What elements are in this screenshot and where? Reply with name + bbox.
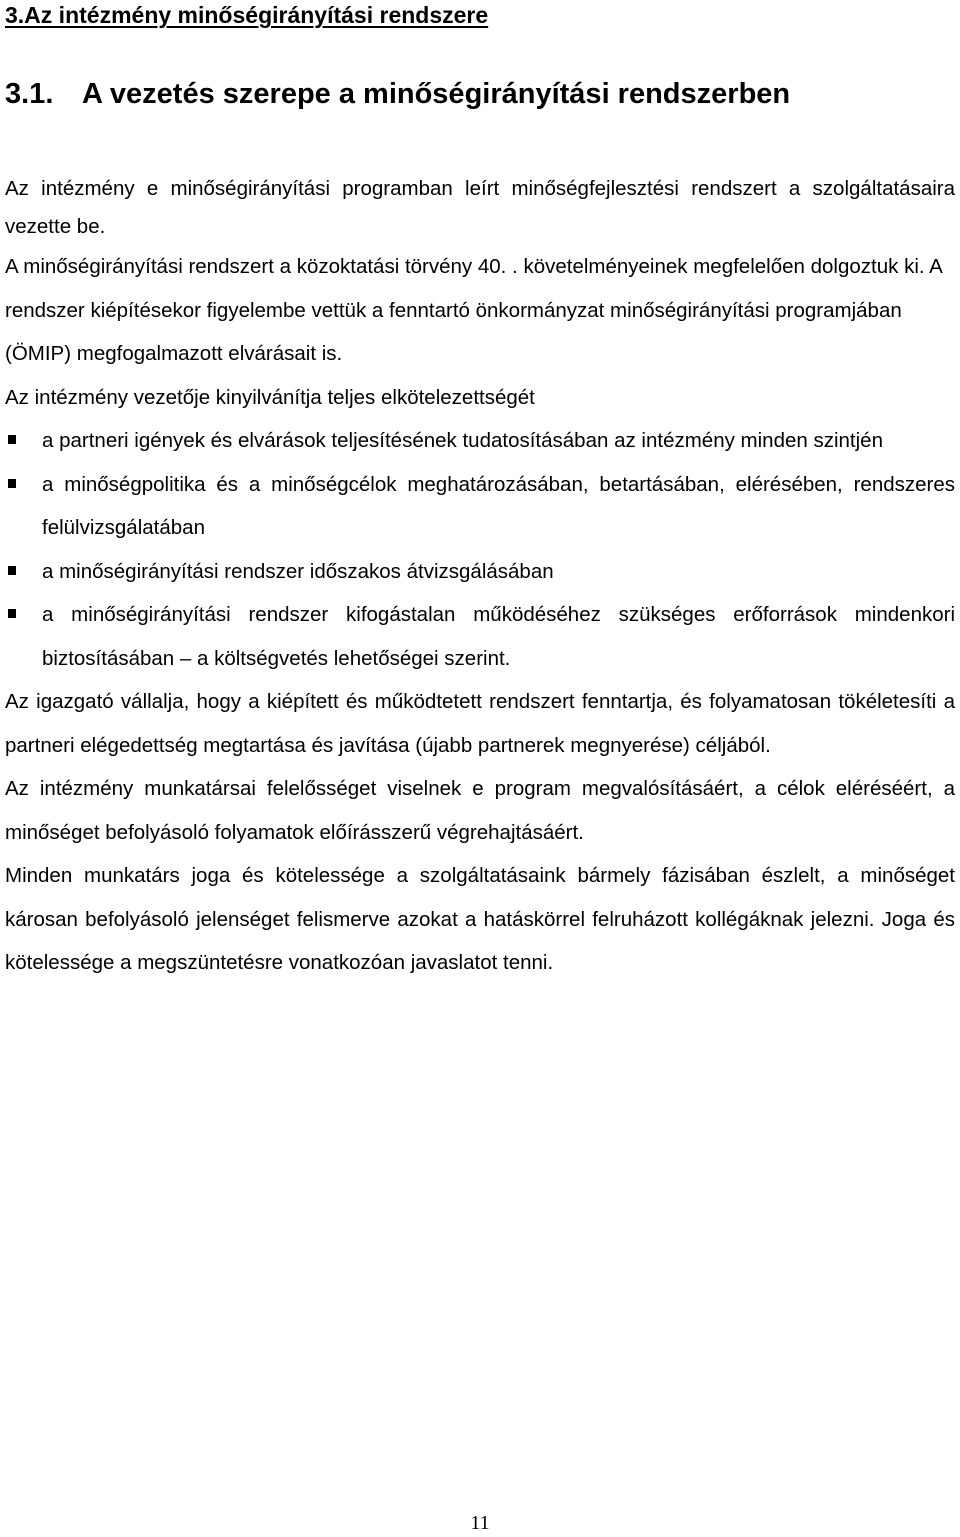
bullet-square-icon	[8, 609, 16, 618]
bullet-square-icon	[8, 479, 16, 488]
document-body	[5, 170, 955, 985]
chapter-heading: 3.Az intézmény minőségirányítási rendszere	[5, 2, 489, 28]
section-number: 3.1.	[5, 78, 54, 110]
paragraph-rights: Minden munkatárs joga és kötelessége a szolgáltatásaink bármely fázisában észlelt, a minőséget károsan befolyásoló jelenséget felismerve azokat a hatáskörrel felruházott kollégáknak jelezni. Joga és kötelessége a megszüntetésre vonatkozóan javaslatot tenni.	[5, 864, 955, 974]
list-item-text: a partneri igények és elvárások teljesítésének tudatosításában az intézmény minden szintjén	[42, 429, 883, 452]
paragraph-director: Az igazgató vállalja, hogy a kiépített és működtetett rendszert fenntartja, és folyamatosan tökéletesíti a partneri elégedettség megtartása és javítása (újabb partnerek megnyerése) céljából.	[5, 690, 955, 757]
list-item	[5, 419, 955, 463]
paragraph-requirements: A minőségirányítási rendszert a közoktatási törvény 40. . követelményeinek megfelelően dolgoztuk ki. A rendszer kiépítésekor figyelembe vettük a fenntartó önkormányzat minőségirányítási programjában (ÖMIP) megfogalmazott elvárásait is.	[5, 255, 942, 365]
paragraph-commitment-intro: Az intézmény vezetője kinyilvánítja teljes elkötelezettségét	[5, 385, 535, 409]
bullet-square-icon	[8, 566, 16, 575]
paragraph-intro: Az intézmény e minőségirányítási programban leírt minőségfejlesztési rendszert a szolgáltatásaira vezette be.	[5, 177, 955, 238]
commitment-list	[5, 419, 955, 680]
list-item-text: a minőségirányítási rendszer kifogástalan működéséhez szükséges erőforrások mindenkori biztosításában – a költségvetés lehetőségei szerint.	[42, 603, 955, 670]
list-item	[5, 463, 955, 550]
list-item-text: a minőségirányítási rendszer időszakos átvizsgálásában	[42, 559, 554, 583]
section-title: A vezetés szerepe a minőségirányítási rendszerben	[82, 78, 791, 110]
paragraph-staff: Az intézmény munkatársai felelősséget viselnek e program megvalósításáért, a célok eléréséért, a minőséget befolyásoló folyamatok előírásszerű végrehajtásáért.	[5, 777, 955, 844]
section-heading	[5, 74, 790, 114]
list-item	[5, 593, 955, 680]
list-item	[5, 550, 955, 594]
page-number: 11	[470, 1512, 490, 1534]
list-item-text: a minőségpolitika és a minőségcélok meghatározásában, betartásában, elérésében, rendszeres felülvizsgálatában	[42, 472, 955, 539]
bullet-square-icon	[8, 435, 16, 444]
